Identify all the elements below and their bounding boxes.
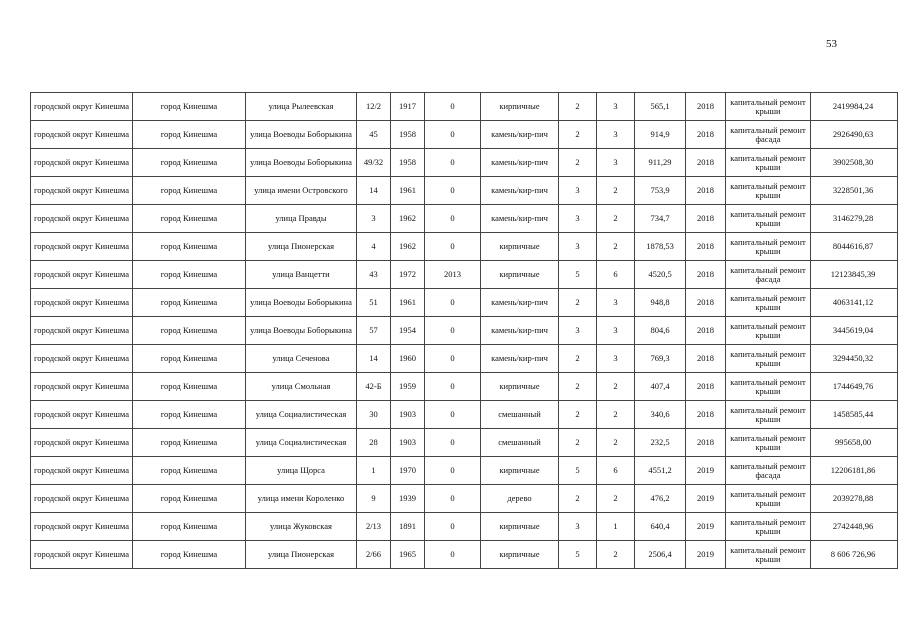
build-year-cell: 1954 [391,317,425,345]
build-year-cell: 1972 [391,261,425,289]
wall-material-cell: камень/кир-пич [481,121,559,149]
street-cell: улица Правды [246,205,357,233]
wall-material-cell: камень/кир-пич [481,289,559,317]
wall-material-cell: кирпичные [481,373,559,401]
floors-cell: 3 [559,177,597,205]
plan-year-cell: 2018 [686,205,726,233]
area-cell: 4520,5 [635,261,686,289]
entrances-cell: 3 [597,317,635,345]
wall-material-cell: кирпичные [481,233,559,261]
work-type-cell: капитальный ремонт крыши [726,513,811,541]
build-year-cell: 1903 [391,429,425,457]
plan-year-cell: 2018 [686,93,726,121]
street-cell: улица Воеводы Боборыкина [246,317,357,345]
entrances-cell: 2 [597,205,635,233]
renovation-year-cell: 0 [425,205,481,233]
settlement-cell: город Кинешма [133,485,246,513]
plan-year-cell: 2019 [686,541,726,569]
build-year-cell: 1961 [391,177,425,205]
build-year-cell: 1960 [391,345,425,373]
table-row [31,401,898,429]
build-year-cell: 1903 [391,401,425,429]
table-row [31,373,898,401]
table-row [31,233,898,261]
renovation-year-cell: 0 [425,373,481,401]
renovation-year-cell: 0 [425,289,481,317]
table-row [31,149,898,177]
build-year-cell: 1891 [391,513,425,541]
cost-cell: 8 606 726,96 [811,541,898,569]
table-row [31,177,898,205]
municipality-cell: городской округ Кинешма [31,289,133,317]
house-number-cell: 43 [357,261,391,289]
entrances-cell: 2 [597,541,635,569]
renovation-year-cell: 0 [425,457,481,485]
entrances-cell: 3 [597,93,635,121]
floors-cell: 5 [559,541,597,569]
area-cell: 2506,4 [635,541,686,569]
area-cell: 565,1 [635,93,686,121]
plan-year-cell: 2018 [686,289,726,317]
table-row [31,513,898,541]
wall-material-cell: камень/кир-пич [481,317,559,345]
table-row [31,541,898,569]
house-number-cell: 1 [357,457,391,485]
renovation-year-cell: 0 [425,429,481,457]
settlement-cell: город Кинешма [133,401,246,429]
build-year-cell: 1965 [391,541,425,569]
street-cell: улица имени Островского [246,177,357,205]
renovation-year-cell: 0 [425,541,481,569]
cost-cell: 3228501,36 [811,177,898,205]
build-year-cell: 1962 [391,233,425,261]
house-number-cell: 2/13 [357,513,391,541]
build-year-cell: 1958 [391,121,425,149]
table-row [31,261,898,289]
plan-year-cell: 2018 [686,261,726,289]
municipality-cell: городской округ Кинешма [31,541,133,569]
plan-year-cell: 2018 [686,149,726,177]
entrances-cell: 2 [597,401,635,429]
renovation-year-cell: 0 [425,121,481,149]
plan-year-cell: 2018 [686,177,726,205]
renovation-year-cell: 0 [425,485,481,513]
table-row [31,317,898,345]
floors-cell: 2 [559,401,597,429]
cost-cell: 1458585,44 [811,401,898,429]
settlement-cell: город Кинешма [133,373,246,401]
table-row [31,121,898,149]
wall-material-cell: кирпичные [481,93,559,121]
work-type-cell: капитальный ремонт крыши [726,289,811,317]
municipality-cell: городской округ Кинешма [31,205,133,233]
table-row [31,205,898,233]
floors-cell: 2 [559,345,597,373]
municipality-cell: городской округ Кинешма [31,317,133,345]
house-number-cell: 4 [357,233,391,261]
work-type-cell: капитальный ремонт фасада [726,457,811,485]
municipality-cell: городской округ Кинешма [31,457,133,485]
page-number: 53 [826,38,837,50]
wall-material-cell: смешанный [481,429,559,457]
floors-cell: 3 [559,233,597,261]
table-row [31,289,898,317]
settlement-cell: город Кинешма [133,429,246,457]
wall-material-cell: кирпичные [481,261,559,289]
street-cell: улица Пионерская [246,541,357,569]
street-cell: улица Воеводы Боборыкина [246,289,357,317]
settlement-cell: город Кинешма [133,121,246,149]
settlement-cell: город Кинешма [133,541,246,569]
renovation-year-cell: 0 [425,149,481,177]
plan-year-cell: 2019 [686,457,726,485]
area-cell: 804,6 [635,317,686,345]
table-row [31,345,898,373]
area-cell: 734,7 [635,205,686,233]
house-number-cell: 57 [357,317,391,345]
settlement-cell: город Кинешма [133,345,246,373]
work-type-cell: капитальный ремонт крыши [726,373,811,401]
street-cell: улица Воеводы Боборыкина [246,121,357,149]
area-cell: 407,4 [635,373,686,401]
cost-cell: 1744649,76 [811,373,898,401]
build-year-cell: 1958 [391,149,425,177]
table-row [31,457,898,485]
cost-cell: 3294450,32 [811,345,898,373]
house-number-cell: 14 [357,345,391,373]
entrances-cell: 2 [597,373,635,401]
settlement-cell: город Кинешма [133,289,246,317]
build-year-cell: 1959 [391,373,425,401]
plan-year-cell: 2018 [686,373,726,401]
settlement-cell: город Кинешма [133,513,246,541]
house-number-cell: 49/32 [357,149,391,177]
street-cell: улица Социалистическая [246,401,357,429]
table-row [31,429,898,457]
cost-cell: 995658,00 [811,429,898,457]
work-type-cell: капитальный ремонт крыши [726,541,811,569]
municipality-cell: городской округ Кинешма [31,373,133,401]
table-body [31,93,898,569]
area-cell: 4551,2 [635,457,686,485]
wall-material-cell: камень/кир-пич [481,177,559,205]
renovation-year-cell: 0 [425,401,481,429]
floors-cell: 2 [559,93,597,121]
street-cell: улица Щорса [246,457,357,485]
renovation-year-cell: 0 [425,513,481,541]
settlement-cell: город Кинешма [133,93,246,121]
area-cell: 340,6 [635,401,686,429]
house-number-cell: 12/2 [357,93,391,121]
renovation-year-cell: 0 [425,177,481,205]
floors-cell: 2 [559,149,597,177]
area-cell: 476,2 [635,485,686,513]
plan-year-cell: 2018 [686,121,726,149]
renovation-year-cell: 0 [425,93,481,121]
work-type-cell: капитальный ремонт фасада [726,261,811,289]
entrances-cell: 3 [597,149,635,177]
municipality-cell: городской округ Кинешма [31,149,133,177]
wall-material-cell: кирпичные [481,541,559,569]
house-number-cell: 9 [357,485,391,513]
street-cell: улица Сеченова [246,345,357,373]
work-type-cell: капитальный ремонт крыши [726,149,811,177]
housing-registry-table [30,92,898,569]
entrances-cell: 2 [597,485,635,513]
build-year-cell: 1970 [391,457,425,485]
street-cell: улица Жуковская [246,513,357,541]
renovation-year-cell: 0 [425,233,481,261]
plan-year-cell: 2018 [686,401,726,429]
renovation-year-cell: 0 [425,345,481,373]
work-type-cell: капитальный ремонт фасада [726,121,811,149]
street-cell: улица имени Короленко [246,485,357,513]
cost-cell: 2419984,24 [811,93,898,121]
municipality-cell: городской округ Кинешма [31,261,133,289]
floors-cell: 3 [559,205,597,233]
area-cell: 1878,53 [635,233,686,261]
plan-year-cell: 2018 [686,429,726,457]
renovation-year-cell: 0 [425,317,481,345]
settlement-cell: город Кинешма [133,261,246,289]
wall-material-cell: камень/кир-пич [481,205,559,233]
wall-material-cell: дерево [481,485,559,513]
floors-cell: 2 [559,373,597,401]
work-type-cell: капитальный ремонт крыши [726,177,811,205]
street-cell: улица Пионерская [246,233,357,261]
wall-material-cell: кирпичные [481,513,559,541]
entrances-cell: 6 [597,261,635,289]
floors-cell: 2 [559,121,597,149]
municipality-cell: городской округ Кинешма [31,429,133,457]
build-year-cell: 1939 [391,485,425,513]
settlement-cell: город Кинешма [133,233,246,261]
street-cell: улица Социалистическая [246,429,357,457]
settlement-cell: город Кинешма [133,177,246,205]
cost-cell: 12206181,86 [811,457,898,485]
floors-cell: 3 [559,513,597,541]
work-type-cell: капитальный ремонт крыши [726,429,811,457]
renovation-year-cell: 2013 [425,261,481,289]
cost-cell: 4063141,12 [811,289,898,317]
floors-cell: 2 [559,485,597,513]
house-number-cell: 14 [357,177,391,205]
cost-cell: 2926490,63 [811,121,898,149]
plan-year-cell: 2018 [686,317,726,345]
build-year-cell: 1917 [391,93,425,121]
work-type-cell: капитальный ремонт крыши [726,485,811,513]
area-cell: 640,4 [635,513,686,541]
cost-cell: 8044616,87 [811,233,898,261]
build-year-cell: 1961 [391,289,425,317]
plan-year-cell: 2019 [686,485,726,513]
street-cell: улица Воеводы Боборыкина [246,149,357,177]
area-cell: 769,3 [635,345,686,373]
cost-cell: 2039278,88 [811,485,898,513]
cost-cell: 2742448,96 [811,513,898,541]
house-number-cell: 42-Б [357,373,391,401]
wall-material-cell: камень/кир-пич [481,345,559,373]
entrances-cell: 2 [597,429,635,457]
street-cell: улица Ванцетти [246,261,357,289]
work-type-cell: капитальный ремонт крыши [726,93,811,121]
cost-cell: 3445619,04 [811,317,898,345]
plan-year-cell: 2019 [686,513,726,541]
house-number-cell: 51 [357,289,391,317]
house-number-cell: 28 [357,429,391,457]
entrances-cell: 6 [597,457,635,485]
house-number-cell: 2/66 [357,541,391,569]
cost-cell: 3902508,30 [811,149,898,177]
entrances-cell: 3 [597,121,635,149]
municipality-cell: городской округ Кинешма [31,513,133,541]
work-type-cell: капитальный ремонт крыши [726,345,811,373]
area-cell: 232,5 [635,429,686,457]
plan-year-cell: 2018 [686,345,726,373]
entrances-cell: 3 [597,345,635,373]
wall-material-cell: кирпичные [481,457,559,485]
wall-material-cell: камень/кир-пич [481,149,559,177]
street-cell: улица Смольная [246,373,357,401]
work-type-cell: капитальный ремонт крыши [726,205,811,233]
area-cell: 948,8 [635,289,686,317]
work-type-cell: капитальный ремонт крыши [726,233,811,261]
floors-cell: 5 [559,457,597,485]
municipality-cell: городской округ Кинешма [31,345,133,373]
area-cell: 914,9 [635,121,686,149]
municipality-cell: городской округ Кинешма [31,121,133,149]
table-row [31,93,898,121]
house-number-cell: 45 [357,121,391,149]
entrances-cell: 1 [597,513,635,541]
floors-cell: 3 [559,317,597,345]
work-type-cell: капитальный ремонт крыши [726,317,811,345]
settlement-cell: город Кинешма [133,149,246,177]
work-type-cell: капитальный ремонт крыши [726,401,811,429]
area-cell: 753,9 [635,177,686,205]
cost-cell: 12123845,39 [811,261,898,289]
municipality-cell: городской округ Кинешма [31,177,133,205]
area-cell: 911,29 [635,149,686,177]
house-number-cell: 3 [357,205,391,233]
cost-cell: 3146279,28 [811,205,898,233]
floors-cell: 5 [559,261,597,289]
build-year-cell: 1962 [391,205,425,233]
municipality-cell: городской округ Кинешма [31,401,133,429]
settlement-cell: город Кинешма [133,205,246,233]
floors-cell: 2 [559,289,597,317]
entrances-cell: 2 [597,233,635,261]
street-cell: улица Рылеевская [246,93,357,121]
municipality-cell: городской округ Кинешма [31,485,133,513]
settlement-cell: город Кинешма [133,457,246,485]
table-row [31,485,898,513]
floors-cell: 2 [559,429,597,457]
house-number-cell: 30 [357,401,391,429]
municipality-cell: городской округ Кинешма [31,233,133,261]
municipality-cell: городской округ Кинешма [31,93,133,121]
entrances-cell: 2 [597,177,635,205]
wall-material-cell: смешанный [481,401,559,429]
plan-year-cell: 2018 [686,233,726,261]
settlement-cell: город Кинешма [133,317,246,345]
entrances-cell: 3 [597,289,635,317]
